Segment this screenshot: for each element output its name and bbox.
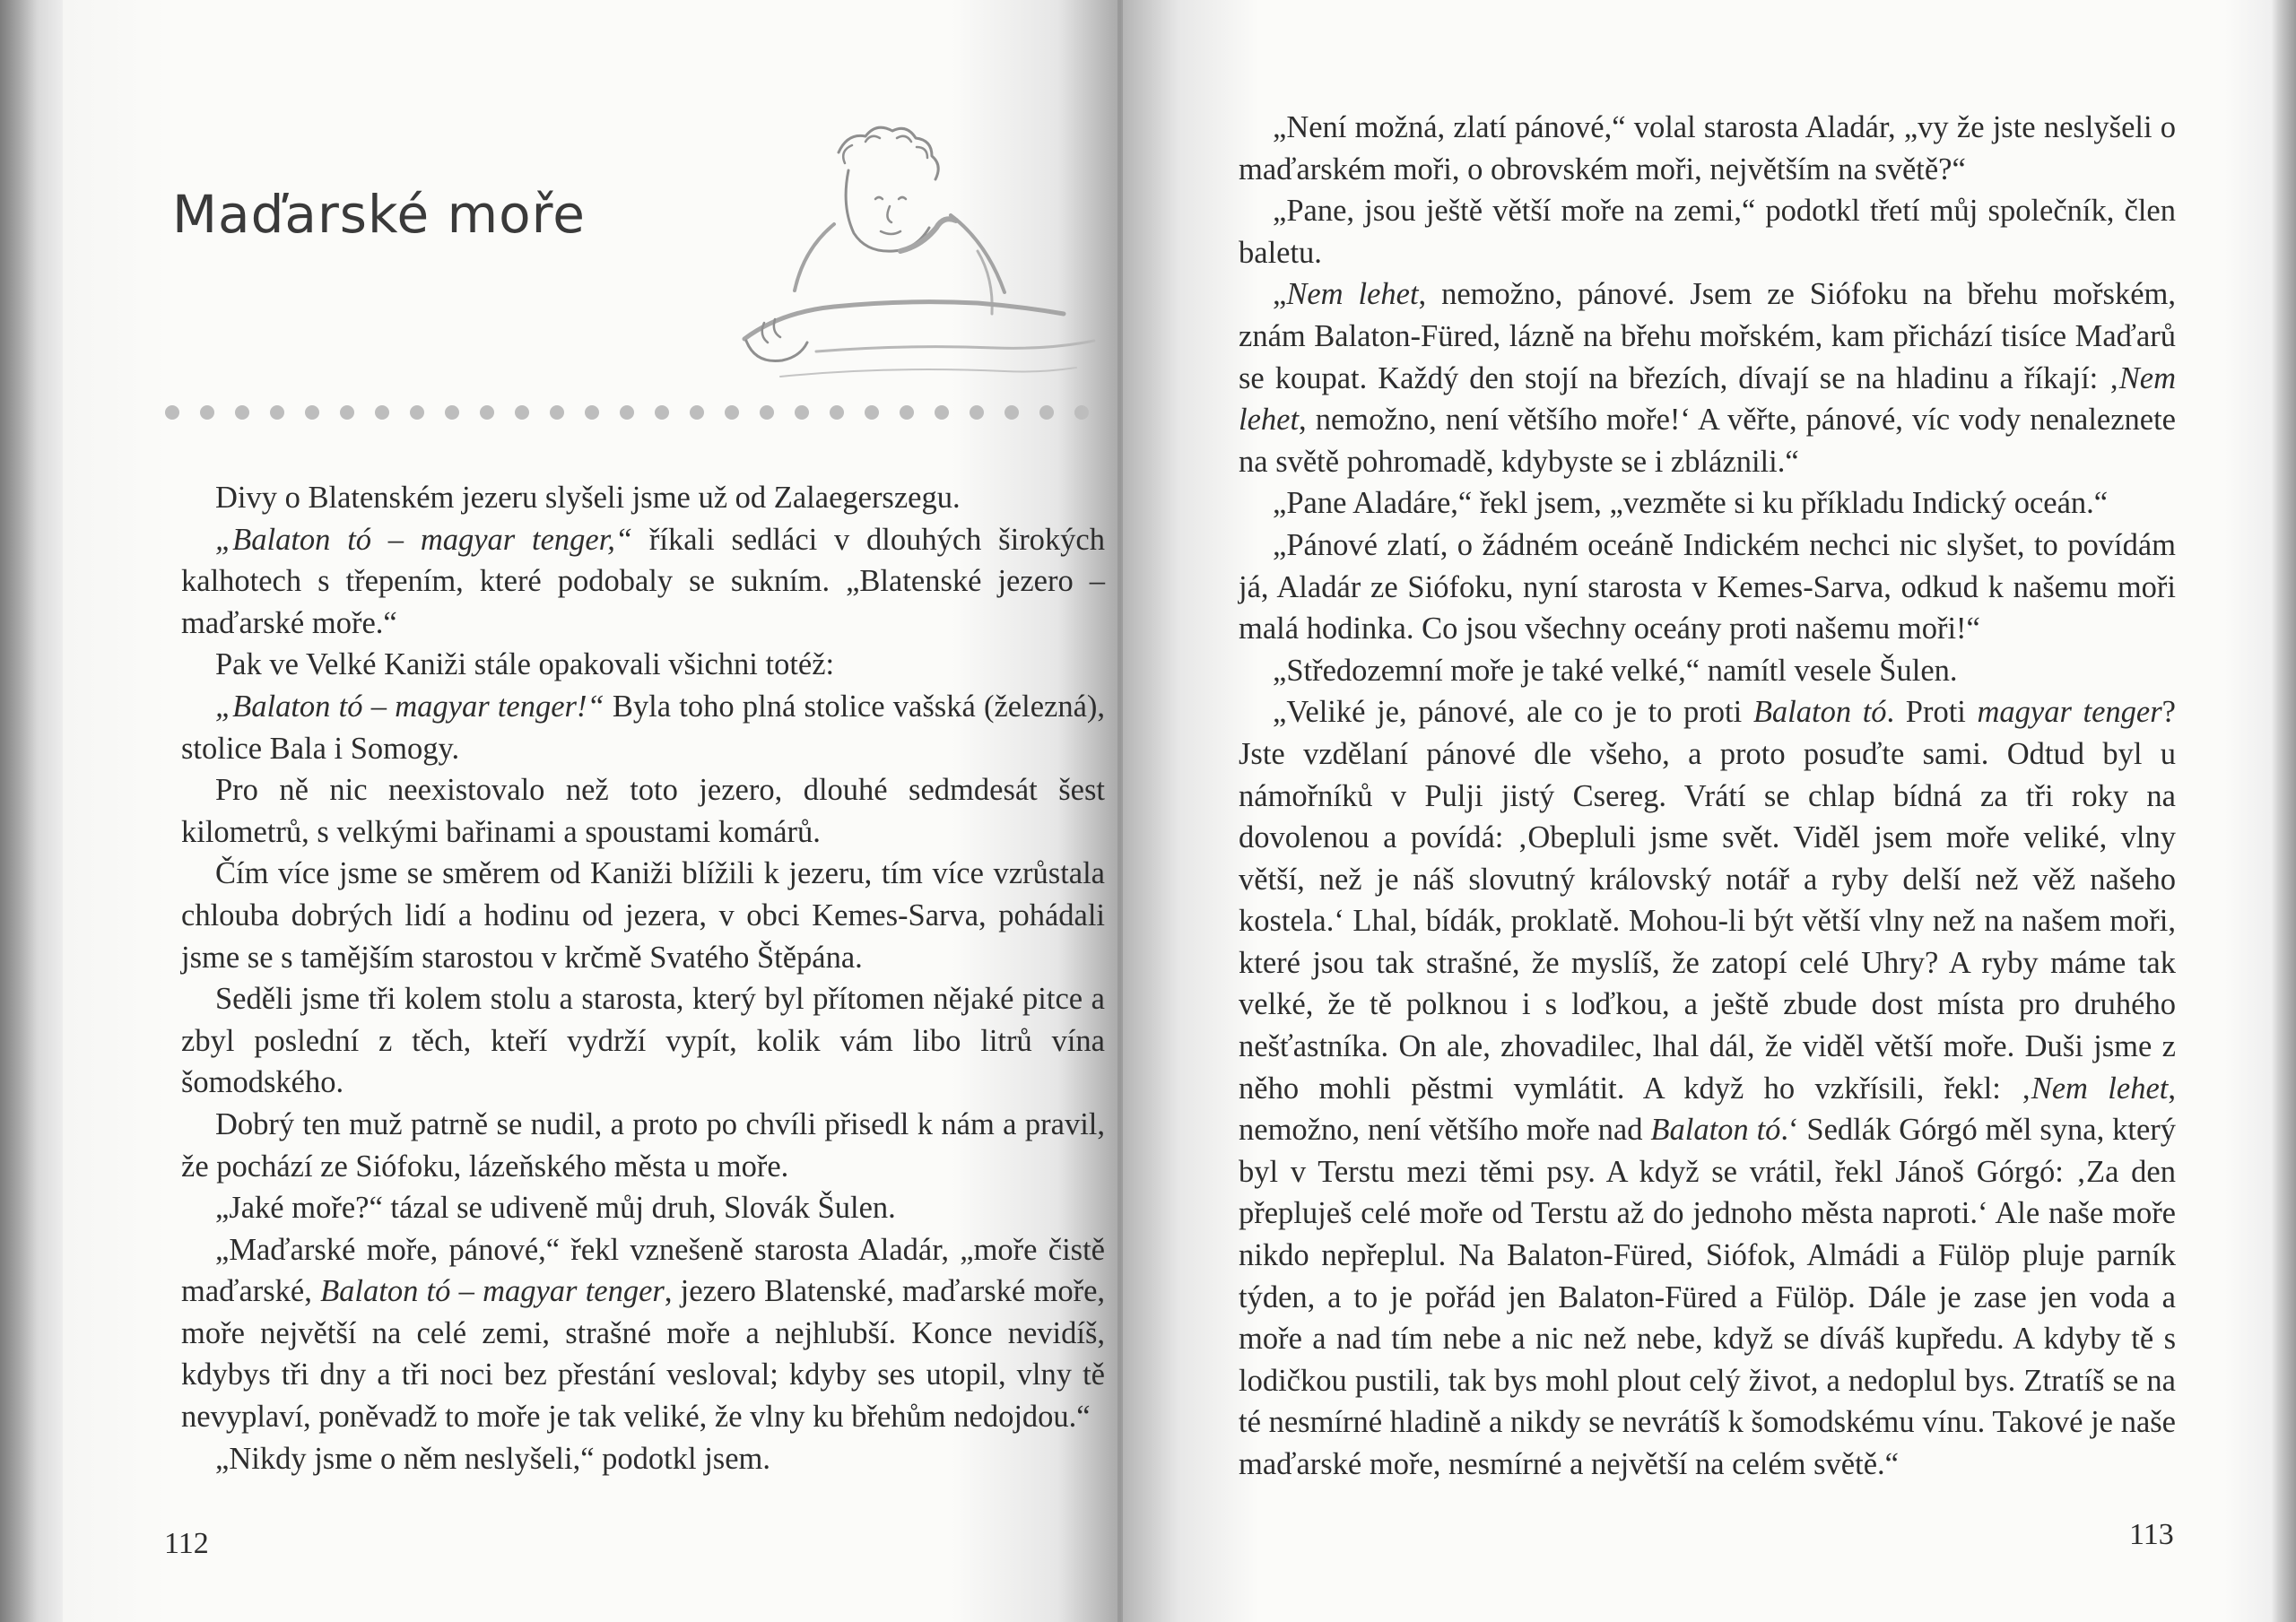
ornament-dot <box>480 405 494 420</box>
ornament-dot <box>655 405 669 420</box>
paragraph: Pak ve Velké Kaniži stále opakovali všichni totéž: <box>215 647 835 682</box>
ornament-dot <box>305 405 319 420</box>
book-gutter <box>1118 0 1123 1622</box>
ornament-dot <box>690 405 704 420</box>
right-page-stack-edge <box>2271 0 2296 1622</box>
ornament-dot <box>1004 405 1019 420</box>
paragraph: „Nem lehet, nemožno, pánové. Jsem ze Siófoku na břehu mořském, znám Balaton-Füred, lázně na břehu mořském, kam přichází tisíce Maďarů se koupat. Každý den stojí na březích, dívají se na hladinu a říkají: ‚Nem lehet, nemožno, není většího moře!‘ A věřte, pánové, víc vody nenaleznete na světě pohromadě, kdybyste se i zbláznili.“ <box>1239 277 2176 479</box>
ornament-dot <box>585 405 599 420</box>
paragraph: „Maďarské moře, pánové,“ řekl vznešeně starosta Aladár, „moře čistě maďarské, Balaton tó – magyar tenger, jezero Blatenské, maďarské moře, moře největší na celé zemi, strašné moře a nejhlubší. Konce nevidíš, kdybys tři dny a tři noci bez přestání vesloval; kdyby ses utopil, vlny tě nevyplaví, poněvadž to moře je tak veliké, že vlny ku břehům nedojdou.“ <box>181 1232 1106 1435</box>
ornament-dot <box>1039 405 1054 420</box>
ornament-dot <box>270 405 284 420</box>
paragraph: Čím více jsme se směrem od Kaniži blížili k jezeru, tím více vzrůstala chlouba dobrých lidí a hodinu od jezera, v obci Kemes-Sarva, pohádali jsme se s tamějším starostou v krčmě Svatého Štěpána. <box>181 856 1105 975</box>
paragraph: „Pane Aladáre,“ řekl jsem, „vezměte si ku příkladu Indický oceán.“ <box>1273 486 2109 521</box>
ornament-dot <box>165 405 179 420</box>
left-page-stack-edge <box>0 0 63 1622</box>
paragraph: „Balaton tó – magyar tenger,“ říkali sedláci v dlouhých širokých kalhotech s třepením, které podobaly se sukním. „Blatenské jezero – maďarské moře.“ <box>181 522 1105 640</box>
ornament-dot <box>900 405 914 420</box>
paragraph: „Pane, jsou ještě větší moře na zemi,“ podotkl třetí můj společník, člen baletu. <box>1239 194 2176 270</box>
paragraph: Pro ně nic neexistovalo než toto jezero, dlouhé sedmdesát šest kilometrů, s velkými bařinami a spoustami komárů. <box>181 773 1105 849</box>
right-page-body <box>1239 107 2176 1486</box>
ornament-dot <box>375 405 389 420</box>
paragraph: Seděli jsme tři kolem stolu a starosta, který byl přítomen nějaké pitce a zbyl poslední z těch, kteří vydrží vypít, kolik vám libo litrů vína šomodského. <box>181 982 1105 1100</box>
page-number-left: 112 <box>164 1527 209 1560</box>
page-number-right: 113 <box>2129 1518 2174 1551</box>
paragraph: „Veliké je, pánové, ale co je to proti Balaton tó. Proti magyar tenger? Jste vzdělaní pánové dle všeho, a proto posuďte sami. Odtud byl u námořníků v Pulji jistý Csereg. Vrátí se chlap bídná za tři roky na dovolenou a povídá: ‚Obepluli jsme svět. Viděl jsem moře veliké, vlny větší, než je náš slovutný královský notář a ryby delší než věž našeho kostela.‘ Lhal, bídák, proklatě. Mohou-li být větší vlny než na našem moři, které jsou tak strašné, že myslíš, že zatopí celé Uhry? A ryby máme tak velké, že tě polknou i s loďkou, a ještě zbude dost místa pro druhého nešťastníka. On ale, zhovadilec, lhal dál, že viděl větší moře. Duši jsme z něho mohli pěstmi vymlátit. A když ho vzkřísili, řekl: ‚Nem lehet, nemožno, není většího moře nad Balaton tó.‘ Sedlák Górgó měl syna, který byl v Terstu mezi těmi psy. A když se vrátil, řekl Jánoš Górgó: ‚Za den přepluješ celé moře od Terstu až do jednoho města naproti.‘ Ale naše moře nikdo nepřeplul. Na Balaton-Füred, Siófok, Almádi a Fülöp pluje parník týden, a to je pořád jen Balaton-Füred a Fülöp. Dále je zase jen voda a moře a nad tím nebe a nic než nebe, když se díváš kupředu. A kdyby tě s lodičkou pustili, tak bys mohl plout celý život, a nedoplul bys. Ztratíš se na té nesmírné hladině a nikdy se nevrátíš k šomodskému vínu. Takové je naše maďarské moře, nesmírné a největší na celém světě.“ <box>1239 695 2176 1481</box>
paragraph: Dobrý ten muž patrně se nudil, a proto po chvíli přisedl k nám a pravil, že pochází ze Siófoku, lázeňského města u moře. <box>181 1106 1105 1184</box>
paragraph: Divy o Blatenském jezeru slyšeli jsme už od Zalaegerszegu. <box>215 481 961 515</box>
paragraph: „Balaton tó – magyar tenger!“ Byla toho plná stolice vašská (železná), stolice Bala i Somogy. <box>181 689 1105 766</box>
paragraph: „Není možná, zlatí pánové,“ volal starosta Aladár, „vy že jste neslyšeli o maďarském moři, o obrovském moři, největším na světě?“ <box>1239 110 2176 186</box>
ornament-dot <box>865 405 879 420</box>
paragraph: „Jaké moře?“ tázal se udiveně můj druh, Slovák Šulen. <box>215 1191 896 1226</box>
sketch-figure-leaning-icon <box>682 117 1112 421</box>
ornament-dot <box>235 405 249 420</box>
ornament-dot <box>795 405 809 420</box>
left-page-body <box>181 477 1105 1479</box>
chapter-title: Maďarské moře <box>172 184 586 245</box>
ornament-dot <box>970 405 984 420</box>
ornament-dot <box>550 405 564 420</box>
ornament-dot <box>1074 405 1089 420</box>
ornament-dot <box>200 405 214 420</box>
paragraph: „Nikdy jsme o něm neslyšeli,“ podotkl jsem. <box>215 1441 770 1476</box>
ornament-dot <box>340 405 354 420</box>
ornament-dot <box>725 405 739 420</box>
ornament-dot <box>410 405 424 420</box>
ornament-dot <box>445 405 459 420</box>
paragraph: „Středozemní moře je také velké,“ namítl vesele Šulen. <box>1273 653 1958 688</box>
ornament-dot <box>935 405 949 420</box>
ornament-dot <box>830 405 844 420</box>
paragraph: „Pánové zlatí, o žádném oceáně Indickém nechci nic slyšet, to povídám já, Aladár ze Siófoku, nyní starosta v Kemes-Sarva, odkud k našemu moři malá hodinka. Co jsou všechny oceány proti našemu moři!“ <box>1239 527 2176 646</box>
dotted-rule-icon <box>161 402 1103 423</box>
ornament-dot <box>515 405 529 420</box>
ornament-dot <box>620 405 634 420</box>
ornament-dot <box>760 405 774 420</box>
